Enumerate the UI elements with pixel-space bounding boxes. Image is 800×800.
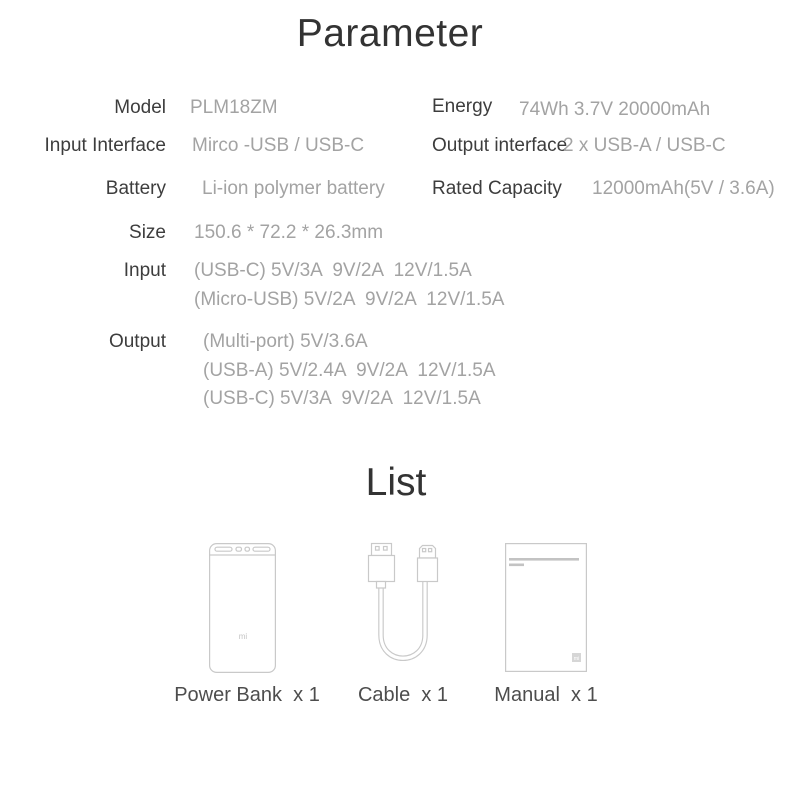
spec-value-energy: 74Wh 3.7V 20000mAh — [519, 99, 711, 120]
spec-value-size: 150.6 * 72.2 * 26.3mm — [194, 222, 384, 243]
spec-label-rated-capacity: Rated Capacity — [432, 178, 562, 199]
usb-a-plug-shield — [372, 544, 392, 556]
spec-label-energy: Energy — [432, 96, 493, 117]
micro-usb-plug-body — [418, 558, 438, 582]
usb-a-plug-neck — [377, 582, 386, 589]
mi-logo: mi — [573, 656, 580, 662]
spec-value-output-usbc: (USB-C) 5V/3A 9V/2A 12V/1.5A — [203, 388, 481, 409]
micro-usb-plug-head — [420, 546, 436, 559]
spec-value-model: PLM18ZM — [190, 97, 278, 118]
spec-label-battery: Battery — [105, 178, 166, 199]
spec-value-battery: Li-ion polymer battery — [202, 178, 385, 199]
spec-label-output-interface: Output interface — [432, 135, 568, 156]
micro-usb-port-icon — [245, 547, 250, 551]
spec-value-output-multiport: (Multi-port) 5V/3.6A — [203, 331, 368, 352]
usb-c-port-icon — [236, 547, 242, 551]
spec-value-input-interface: Mirco -USB / USB-C — [192, 135, 365, 156]
manual-title-line-1 — [509, 558, 579, 561]
item-label-power-bank: Power Bank x 1 — [174, 684, 320, 706]
usb-a-port-2-icon — [253, 547, 270, 551]
spec-value-output-usba: (USB-A) 5V/2.4A 9V/2A 12V/1.5A — [203, 360, 496, 381]
spec-value-input-micro: (Micro-USB) 5V/2A 9V/2A 12V/1.5A — [194, 289, 505, 310]
spec-label-model: Model — [114, 97, 166, 118]
cable-cord-inner — [381, 579, 425, 658]
usb-cable-illustration — [355, 535, 455, 680]
item-label-cable: Cable x 1 — [357, 684, 449, 706]
usb-a-plug-body — [369, 556, 395, 582]
mi-logo: mi — [238, 632, 248, 641]
manual-cover — [506, 544, 587, 672]
cable-cord-outer — [381, 579, 425, 658]
spec-value-input-usbc: (USB-C) 5V/3A 9V/2A 12V/1.5A — [194, 260, 472, 281]
page-title: Parameter — [296, 12, 484, 55]
spec-label-input: Input — [123, 260, 166, 281]
manual-title-line-2 — [509, 564, 524, 567]
spec-label-input-interface: Input Interface — [44, 135, 166, 156]
spec-label-output: Output — [108, 331, 166, 352]
powerbank-illustration — [209, 543, 276, 673]
item-label-manual: Manual x 1 — [494, 684, 598, 706]
list-title: List — [365, 461, 427, 504]
manual-illustration — [505, 543, 587, 672]
usb-a-port-icon — [215, 547, 232, 551]
spec-value-rated-capacity: 12000mAh(5V / 3.6A) — [592, 178, 775, 199]
spec-label-size: Size — [129, 222, 166, 243]
spec-value-output-interface: 2 x USB-A / USB-C — [563, 135, 726, 156]
powerbank-body — [210, 544, 276, 673]
